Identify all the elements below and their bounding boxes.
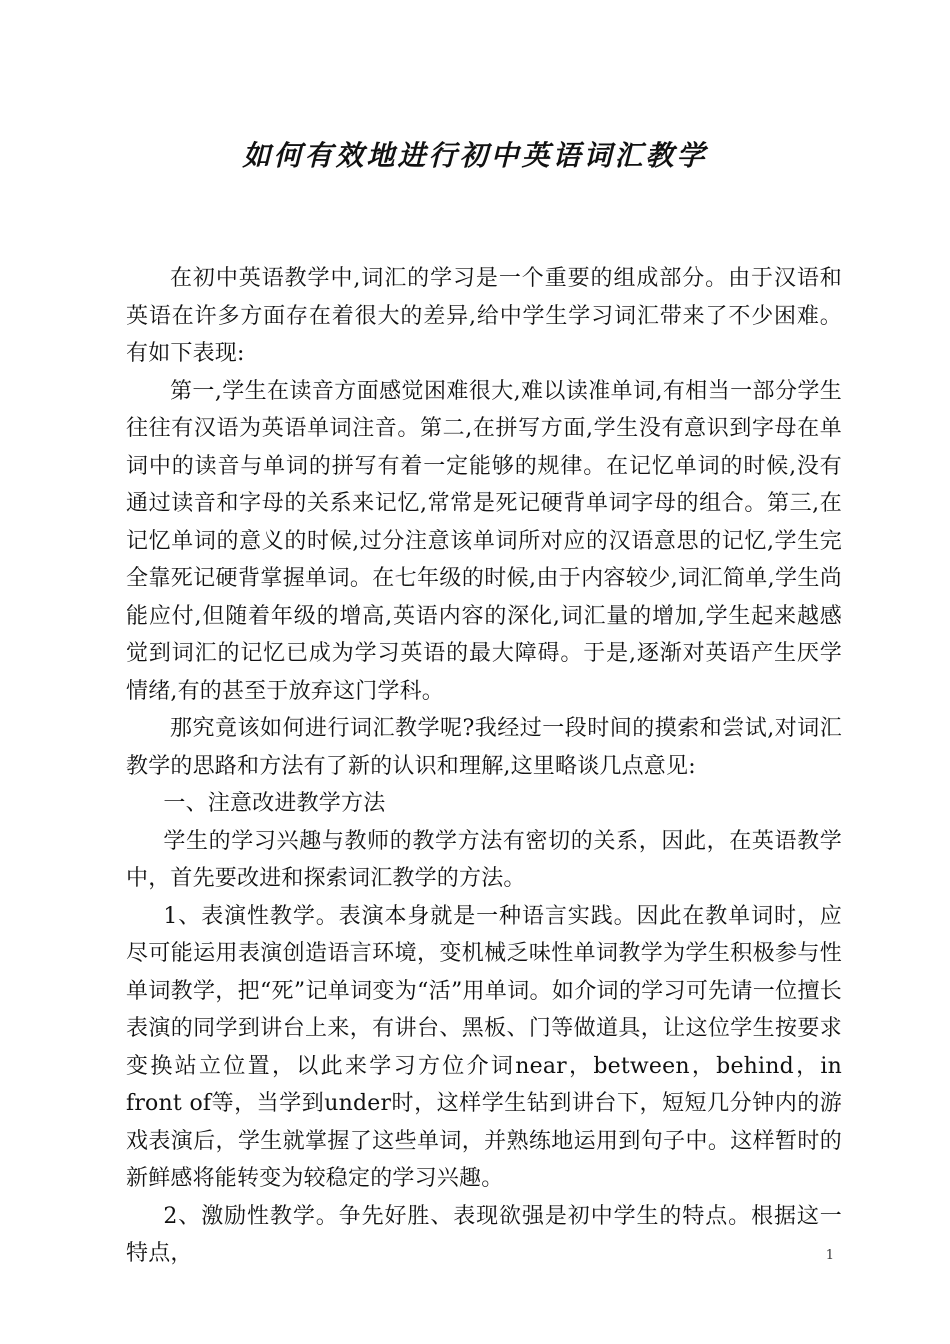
paragraph-motivation-teaching: 2、激励性教学。争先好胜、表现欲强是初中学生的特点。根据这一特点， xyxy=(126,1203,842,1266)
paragraph-methods: 学生的学习兴趣与教师的教学方法有密切的关系，因此，在英语教学中，首先要改进和探索词汇教学的方法。 xyxy=(126,828,842,891)
paragraph-question: 那究竟该如何进行词汇教学呢?我经过一段时间的摸索和尝试,对词汇教学的思路和方法有了新的认识和理解,这里略谈几点意见: xyxy=(126,716,842,779)
section-heading-methods: 一、注意改进教学方法 xyxy=(163,791,386,816)
paragraph-problems: 第一,学生在读音方面感觉困难很大,难以读准单词,有相当一部分学生往往有汉语为英语单词注音。第二,在拼写方面,学生没有意识到字母在单词中的读音与单词的拼写有着一定能够的规律。在记忆单词的时候,没有通过读音和字母的关系来记忆,常常是死记硬背单词字母的组合。第三,在记忆单词的意义的时候,过分注意该单词所对应的汉语意思的记忆,学生完全靠死记硬背掌握单词。在七年级的时候,由于内容较少,词汇简单,学生尚能应付,但随着年级的增高,英语内容的深化,词汇量的增加,学生起来越感觉到词汇的记忆已成为学习英语的最大障碍。于是,逐渐对英语产生厌学情绪,有的甚至于放弃这门学科。 xyxy=(126,378,842,704)
document-body xyxy=(126,260,842,1273)
paragraph-performance-teaching: 1、表演性教学。表演本身就是一种语言实践。因此在教单词时，应尽可能运用表演创造语言环境，变机械乏味性单词教学为学生积极参与性单词教学，把“死”记单词变为“活”用单词。如介词的学习可先请一位擅长表演的同学到讲台上来，有讲台、黑板、门等做道具，让这位学生按要求变换站立位置，以此来学习方位介词near，between，behind，in front of等，当学到under时，这样学生钻到讲台下，短短几分钟内的游戏表演后，学生就掌握了这些单词，并熟练地运用到句子中。这样暂时的新鲜感将能转变为较稳定的学习兴趣。 xyxy=(126,903,842,1191)
document-title: 如何有效地进行初中英语词汇教学 xyxy=(242,139,708,172)
paragraph-intro: 在初中英语教学中,词汇的学习是一个重要的组成部分。由于汉语和英语在许多方面存在着很大的差异,给中学生学习词汇带来了不少困难。有如下表现: xyxy=(126,266,842,366)
page-number: 1 xyxy=(825,1248,834,1263)
